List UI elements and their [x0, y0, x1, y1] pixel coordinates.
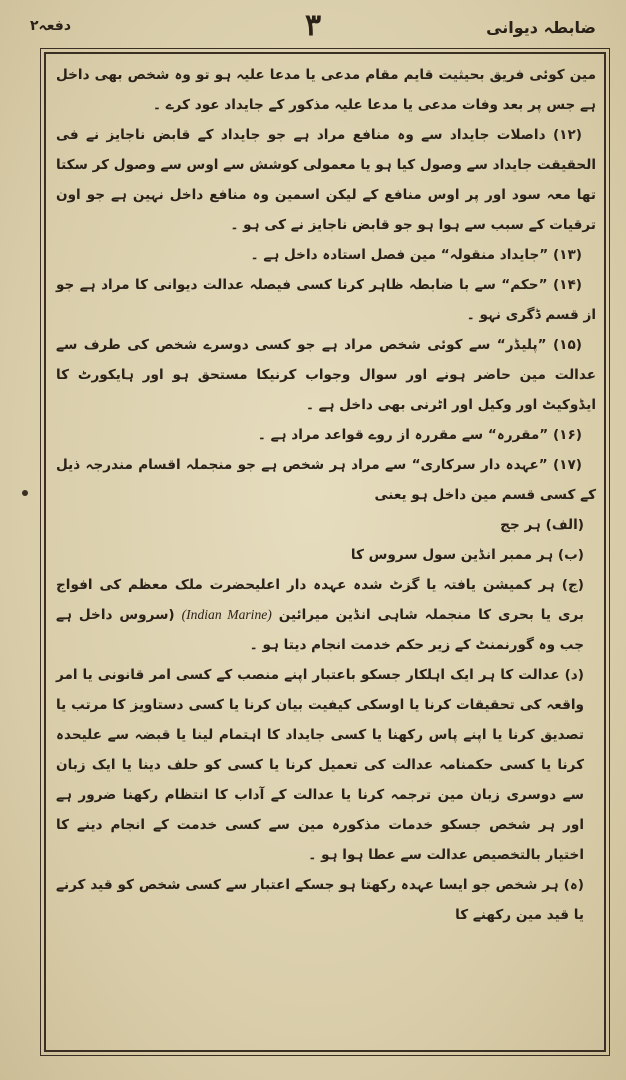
paragraph: (۱۲) داصلات جایداد سے وہ منافع مراد ہے جو جایداد کے قابض ناجایز نے فی الحقیقت جایداد سے وصول کیا ہو یا معمولی کوشش سے اوس سے وصول کر سکتا تھا معہ سود اور پر اوس منافع کے لیکن اسمین وہ منافع داخل نہین ہے جو اون ترقیات کے سبب سے ہوا ہو جو قابض ناجایز نے کی ہو ۔: [56, 127, 596, 233]
book-title: ضابطہ دیوانی: [486, 18, 596, 37]
paragraph: (۱۵) ”پلیڈر“ سے کوئی شخص مراد ہے جو کسی دوسرے شخص کی طرف سے عدالت مین حاضر ہونے اور سوال وجواب کرنیکا مستحق ہو اور ہایکورٹ کا ایڈوکیٹ اور وکیل اور اٹرنی بھی داخل ہے ۔: [56, 337, 596, 413]
page-header: [30, 8, 596, 48]
paragraph: (۱۶) ”مقررہ“ سے مقررہ از روے قواعد مراد ہے ۔: [257, 427, 582, 443]
section-label: دفعہ۲: [30, 18, 72, 34]
clause: (ب) ہر ممبر انڈین سول سروس کا: [350, 547, 584, 563]
margin-dot: [22, 490, 28, 496]
clause-text: (سروس داخل ہے جب وہ گورنمنٹ کے زیر حکم خدمت انجام دیتا ہو ۔: [56, 607, 584, 653]
clause-text: (ج) ہر کمیشن یافتہ یا گزٹ شدہ عہدہ دار اعلیحضرت ملک معظم کی افواج بری یا بحری کا منجملہ شاہی انڈین میرائین: [56, 577, 584, 623]
clause: (الف) ہر جج: [500, 517, 584, 533]
paragraph: (۱۷) ”عہدہ دار سرکاری“ سے مراد ہر شخص ہے جو منجملہ اقسام مندرجہ ذیل کے کسی قسم مین داخل ہو یعنی: [56, 457, 596, 503]
english-term: (Indian Marine): [181, 607, 272, 622]
paragraph: (۱۴) ”حکم“ سے با ضابطہ ظاہر کرنا کسی فیصلہ عدالت دیوانی کا مراد ہے جو از قسم ڈگری نہو ۔: [56, 277, 596, 323]
page-body: [56, 60, 596, 1045]
page-number: ۳: [304, 8, 322, 43]
clause: [56, 570, 596, 660]
paragraph: مین کوئی فریق بحیثیت قایم مقام مدعی یا مدعا علیہ ہو تو وہ شخص بھی داخل ہے جس پر بعد وفات مدعی یا مدعا علیہ مذکور کے جایداد عود کرے ۔: [56, 67, 596, 113]
clause: (ہ) ہر شخص جو ایسا عہدہ رکھتا ہو جسکے اعتبار سے کسی شخص کو قید کرنے یا قید مین رکھنے کا: [56, 877, 584, 923]
paragraph: (۱۳) ”جایداد منقولہ“ مین فصل استادہ داخل ہے ۔: [250, 247, 582, 263]
clause: (د) عدالت کا ہر ایک اہلکار جسکو باعتبار اپنے منصب کے کسی امر قانونی یا امر واقعہ کی تحقیقات کرنا یا اوسکی کیفیت بیان کرنا یا کسی دستاویز کا مرتب یا تصدیق کرنا یا اپنے پاس رکھنا یا کسی جایداد کا اہتمام لینا یا قبضہ سے علیحدہ کرنا یا کسی حکمنامہ عدالت کی تعمیل کرنا یا کسی کو حلف دینا یا ایک زبان سے دوسری زبان مین ترجمہ کرنا یا عدالت کے آداب کا انتظام رکھنا ضرور ہے اور ہر شخص جسکو خدمات مذکورہ مین سے کسی خدمت کے انجام دینے کا اختیار بالتخصیص عدالت سے عطا ہوا ہو ۔: [56, 667, 584, 863]
